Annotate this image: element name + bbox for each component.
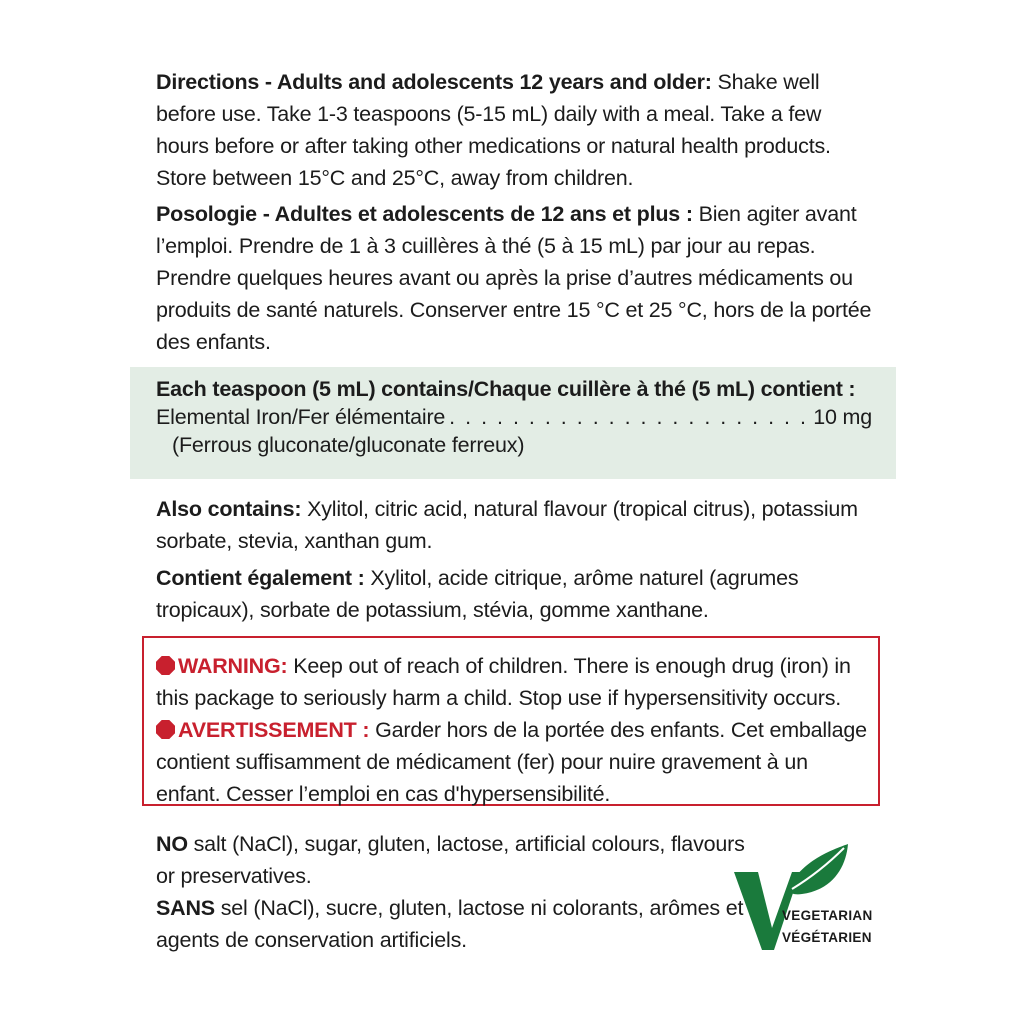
warning-en-title: WARNING: <box>178 654 288 678</box>
warning-en-body: Keep out of reach of children. There is enough drug (iron) in this package to seriously harm a child. Stop use if hypersensitivity occurs. <box>156 654 851 710</box>
free-en-body: salt (NaCl), sugar, gluten, lactose, artificial colours, flavours or preservatives. <box>156 832 745 888</box>
directions-en-heading: Directions - Adults and adolescents 12 years and older: <box>156 70 712 94</box>
ingredient-name: Elemental Iron/Fer élémentaire <box>156 405 446 429</box>
also-fr-body: Xylitol, acide citrique, arôme naturel (agrumes tropicaux), sorbate de potassium, stévia, gomme xanthane. <box>156 566 799 622</box>
stop-sign-icon <box>156 656 175 675</box>
directions-english <box>156 66 876 194</box>
vegetarian-badge <box>732 842 882 962</box>
contents-heading: Each teaspoon (5 mL) contains/Chaque cuillère à thé (5 mL) contient : <box>156 377 856 401</box>
stop-sign-icon <box>156 720 175 739</box>
free-english <box>156 828 756 892</box>
free-en-heading: NO <box>156 832 188 856</box>
directions-fr-heading: Posologie - Adultes et adolescents de 12 ans et plus : <box>156 202 693 226</box>
free-french <box>156 892 756 956</box>
warning-fr-body: Garder hors de la portée des enfants. Cet emballage contient suffisamment de médicament (fer) pour nuire gravement à un enfant. Cesser l’emploi en cas d'hypersensibilité. <box>156 718 867 806</box>
ingredient-source: (Ferrous gluconate/gluconate ferreux) <box>172 433 525 457</box>
medicinal-ingredients-panel <box>130 367 896 479</box>
free-fr-body: sel (NaCl), sucre, gluten, lactose ni colorants, arômes et agents de conservation artificiels. <box>156 896 744 952</box>
directions-en-body: Shake well before use. Take 1-3 teaspoons (5-15 mL) daily with a meal. Take a few hours before or after taking other medications or natural health products. Store between 15°C and 25°C, away from children. <box>156 70 831 190</box>
warning-fr-title: AVERTISSEMENT : <box>178 718 370 742</box>
directions-fr-body: Bien agiter avant l’emploi. Prendre de 1 à 3 cuillères à thé (5 à 15 mL) par jour au repas. Prendre quelques heures avant ou après la prise d’autres médicaments ou produits de santé naturels. Conserver entre 15 °C et 25 °C, hors de la portée des enfants. <box>156 202 872 354</box>
warning-box <box>142 636 880 806</box>
free-fr-heading: SANS <box>156 896 215 920</box>
ingredient-row <box>156 403 872 431</box>
free-from-statement <box>156 828 756 956</box>
non-medicinal-french <box>156 562 876 626</box>
ingredient-amount: 10 mg <box>813 405 872 429</box>
also-en-body: Xylitol, citric acid, natural flavour (tropical citrus), potassium sorbate, stevia, xanthan gum. <box>156 497 858 553</box>
warning-french <box>156 714 876 810</box>
also-en-heading: Also contains: <box>156 497 302 521</box>
vegetarian-label-fr: VÉGÉTARIEN <box>782 930 872 945</box>
warning-english <box>156 650 876 714</box>
also-fr-heading: Contient également : <box>156 566 365 590</box>
non-medicinal-english <box>156 493 876 557</box>
directions-french <box>156 198 876 358</box>
dot-leader <box>449 403 805 431</box>
vegetarian-label-en: VEGETARIAN <box>782 908 873 923</box>
